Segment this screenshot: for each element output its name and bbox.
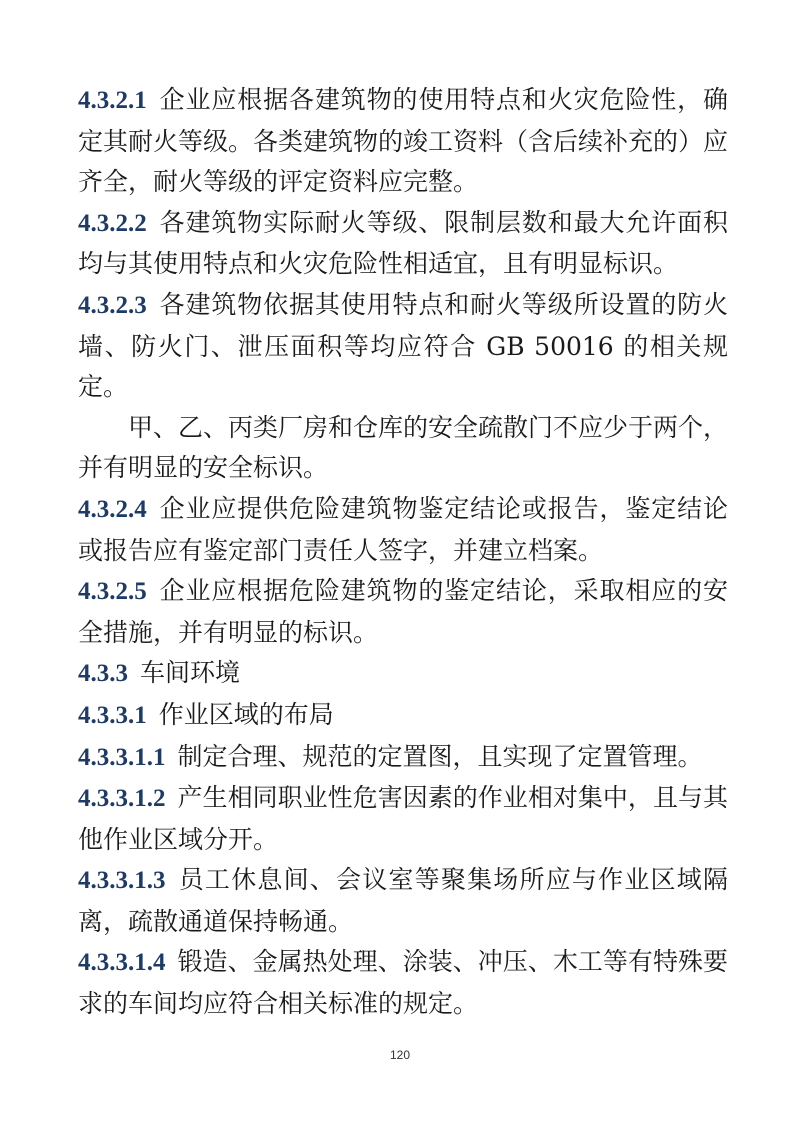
clause-4-3-3-1-3 xyxy=(78,860,728,942)
clause-text: 企业应根据各建筑物的使用特点和火灾危险性，确定其耐火等级。各类建筑物的竣工资料（含后续补充的）应齐全，耐火等级的评定资料应完整。 xyxy=(78,85,729,197)
clause-text: 锻造、金属热处理、涂装、冲压、木工等有特殊要求的车间均应符合相关标准的规定。 xyxy=(78,947,728,1019)
clause-text: 员工休息间、会议室等聚集场所应与作业区域隔离，疏散通道保持畅通。 xyxy=(78,865,728,936)
clause-text: 各建筑物实际耐火等级、限制层数和最大允许面积均与其使用特点和火灾危险性相适宜，且有明显标识。 xyxy=(78,207,728,279)
clause-number: 4.3.2.1 xyxy=(78,87,147,114)
clause-number: 4.3.3.1.4 xyxy=(78,949,166,977)
clause-4-3-2-1 xyxy=(78,80,728,203)
section-title: 车间环境 xyxy=(140,658,241,688)
clause-text: 产生相同职业性危害因素的作业相对集中，且与其他作业区域分开。 xyxy=(78,783,728,854)
document-body xyxy=(78,80,728,1025)
section-4-3-3-1 xyxy=(78,695,728,737)
clause-text: 各建筑物依据其使用特点和耐火等级所设置的防火墙、防火门、泄压面积等均应符合 GB 50016 的相关规定。 xyxy=(78,289,728,402)
clause-number: 4.3.2.3 xyxy=(78,291,147,319)
clause-text: 企业应根据危险建筑物的鉴定结论，采取相应的安全措施，并有明显的标识。 xyxy=(78,576,728,647)
clause-4-3-2-3-continuation xyxy=(78,408,728,489)
clause-4-3-3-1-1 xyxy=(78,737,728,779)
clause-number: 4.3.3.1 xyxy=(78,701,147,729)
clause-number: 4.3.2.5 xyxy=(78,578,147,606)
clause-4-3-2-4 xyxy=(78,489,728,571)
clause-number: 4.3.3.1.1 xyxy=(78,743,166,771)
clause-text: 企业应提供危险建筑物鉴定结论或报告，鉴定结论或报告应有鉴定部门责任人签字，并建立档案。 xyxy=(78,493,728,565)
clause-4-3-3-1-2 xyxy=(78,778,728,860)
clause-4-3-3-1-4 xyxy=(78,942,728,1024)
clause-number: 4.3.3 xyxy=(78,660,128,688)
clause-number: 4.3.2.2 xyxy=(78,209,147,237)
clause-number: 4.3.3.1.2 xyxy=(78,785,166,813)
section-title: 作业区域的布局 xyxy=(158,699,334,729)
clause-number: 4.3.2.4 xyxy=(78,495,147,523)
page-number: 120 xyxy=(389,1048,411,1062)
clause-4-3-2-2 xyxy=(78,203,728,285)
clause-text: 制定合理、规范的定置图，且实现了定置管理。 xyxy=(177,741,703,771)
clause-number: 4.3.3.1.3 xyxy=(78,867,166,895)
section-4-3-3 xyxy=(78,653,728,695)
clause-text: 甲、乙、丙类厂房和仓库的安全疏散门不应少于两个，并有明显的安全标识。 xyxy=(78,412,729,483)
clause-4-3-2-3 xyxy=(78,285,728,408)
clause-4-3-2-5 xyxy=(78,571,728,653)
